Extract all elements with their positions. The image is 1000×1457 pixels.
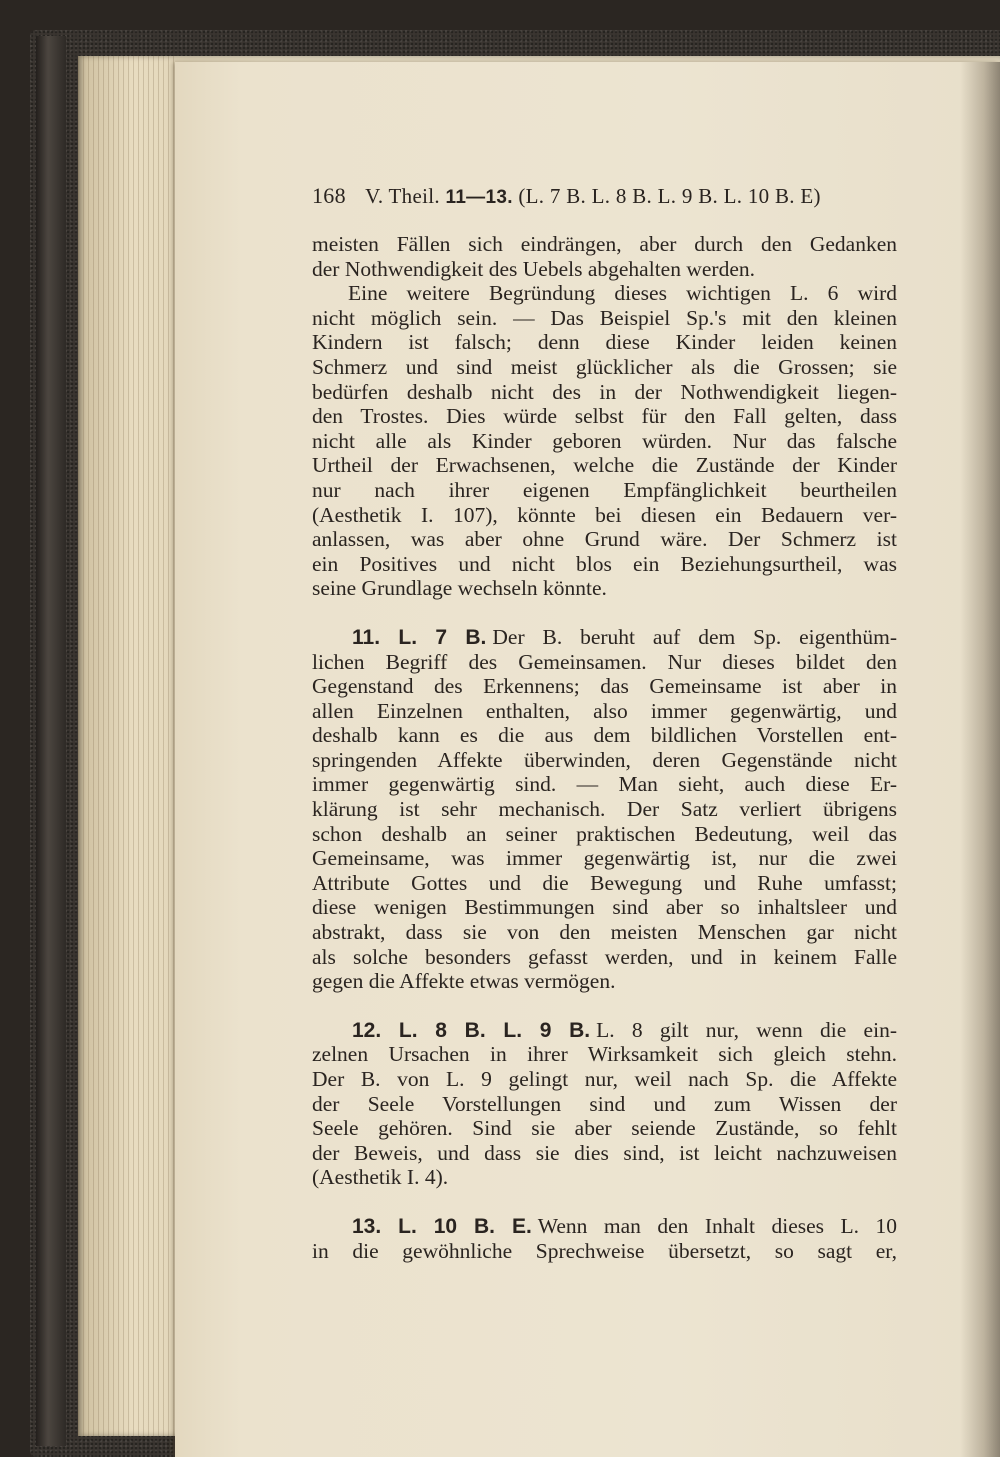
paragraph-2 [312, 281, 897, 601]
text-line: seine Grundlage wechseln könnte. [312, 576, 607, 601]
text-line: allen Einzelnen enthalten, also immer gegenwärtig, und [312, 698, 897, 723]
spine-shadow [960, 62, 1000, 1457]
section-first-line [312, 625, 897, 650]
text-line: Der B. von L. 9 gelingt nur, weil nach Sp. die Affekte [312, 1067, 897, 1091]
text-line: springenden Affekte überwinden, deren Gegenstände nicht [312, 747, 897, 772]
text-line: Attribute Gottes und die Bewegung und Ruhe umfasst; [312, 870, 897, 895]
section-first-text: Der B. beruht auf dem Sp. eigenthüm- [492, 624, 897, 649]
section-heading: 11. L. 7 B. [352, 625, 487, 649]
text-line: (Aesthetik I. 4). [312, 1165, 449, 1190]
text-line: Seele gehören. Sind sie aber seiende Zustände, so fehlt [312, 1116, 897, 1141]
header-part: V. Theil. [365, 184, 440, 208]
section-gap [312, 994, 897, 1018]
text-line: nicht möglich sein. — Das Beispiel Sp.'s mit den kleinen [312, 305, 897, 330]
text-line: bedürfen deshalb nicht des in der Nothwendigkeit liegen- [312, 379, 897, 404]
section-first-text: Wenn man den Inhalt dieses L. 10 [537, 1213, 897, 1238]
text-line: nicht alle als Kinder geboren würden. Nur das falsche [312, 428, 897, 453]
section-13 [312, 1214, 897, 1263]
section-heading: 12. L. 8 B. L. 9 B. [352, 1018, 591, 1042]
text-line: Urtheil der Erwachsenen, welche die Zustände der Kinder [312, 453, 897, 478]
text-line: der Beweis, und dass sie dies sind, ist leicht nachzuweisen [312, 1140, 897, 1165]
running-header [312, 176, 897, 232]
text-line: als solche besonders gefasst werden, und in keinem Falle [312, 944, 897, 969]
page-text [312, 176, 897, 1263]
section-11 [312, 625, 897, 994]
text-line: immer gegenwärtig sind. — Man sieht, auch diese Er- [312, 772, 897, 797]
text-line: klärung ist sehr mechanisch. Der Satz verliert übrigens [312, 797, 897, 822]
text-line: Kindern ist falsch; denn diese Kinder leiden keinen [312, 330, 897, 355]
text-line: ein Positives und nicht blos ein Beziehungsurtheil, was [312, 551, 897, 576]
text-line: schon deshalb an seiner praktischen Bedeutung, weil das [312, 821, 897, 846]
text-line: zelnen Ursachen in ihrer Wirksamkeit sich gleich stehn. [312, 1042, 897, 1067]
section-first-line [312, 1214, 897, 1239]
section-first-text: L. 8 gilt nur, wenn die ein- [596, 1017, 897, 1042]
text-line: (Aesthetik I. 107), könnte bei diesen ein Bedauern ver- [312, 502, 897, 527]
text-line: den Trostes. Dies würde selbst für den Fall gelten, dass [312, 404, 897, 429]
cover-edge [36, 36, 66, 1446]
header-sections: 11—13. [445, 187, 513, 208]
section-heading: 13. L. 10 B. E. [352, 1214, 532, 1238]
section-gap [312, 601, 897, 625]
header-refs: (L. 7 B. L. 8 B. L. 9 B. L. 10 B. E) [518, 184, 821, 208]
text-line: Gemeinsame, was immer gegenwärtig ist, nur die zwei [312, 846, 897, 871]
paragraph-1 [312, 232, 897, 281]
text-line: der Seele Vorstellungen sind und zum Wissen der [312, 1091, 897, 1116]
section-gap [312, 1190, 897, 1214]
text-line: Eine weitere Begründung dieses wichtigen L. 6 wird [348, 281, 897, 306]
page-number: 168 [312, 183, 346, 208]
text-line: deshalb kann es die aus dem bildlichen Vorstellen ent- [312, 723, 897, 748]
text-line: Gegenstand des Erkennens; das Gemeinsame ist aber in [312, 674, 897, 699]
section-first-line [312, 1018, 897, 1043]
text-line: der Nothwendigkeit des Uebels abgehalten werden. [312, 256, 755, 281]
text-line: abstrakt, dass sie von den meisten Menschen gar nicht [312, 920, 897, 945]
text-line: nur nach ihrer eigenen Empfänglichkeit beurtheilen [312, 477, 897, 502]
text-line: anlassen, was aber ohne Grund wäre. Der Schmerz ist [312, 527, 897, 552]
text-line: in die gewöhnliche Sprechweise übersetzt, so sagt er, [312, 1238, 897, 1263]
text-line: gegen die Affekte etwas vermögen. [312, 969, 616, 994]
text-line: lichen Begriff des Gemeinsamen. Nur dieses bildet den [312, 649, 897, 674]
text-line: meisten Fällen sich eindrängen, aber durch den Gedanken [312, 232, 897, 256]
page-edges [78, 56, 178, 1436]
section-12 [312, 1018, 897, 1190]
text-line: Schmerz und sind meist glücklicher als die Grossen; sie [312, 354, 897, 379]
text-line: diese wenigen Bestimmungen sind aber so inhaltsleer und [312, 895, 897, 920]
